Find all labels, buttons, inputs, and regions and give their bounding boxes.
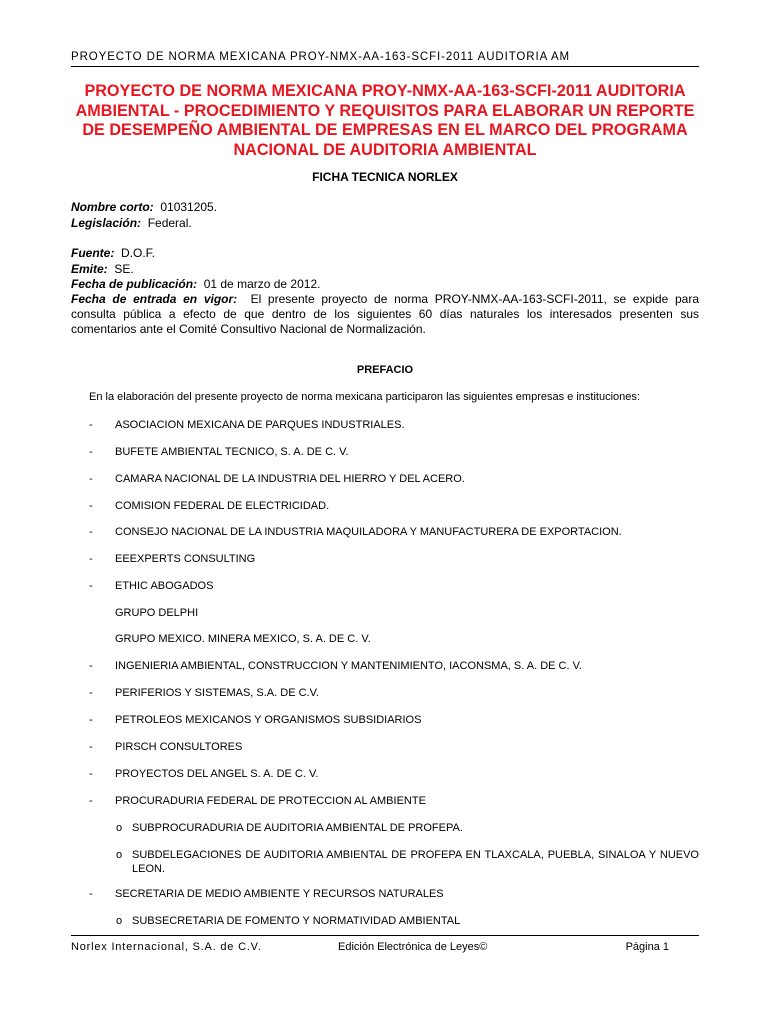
fecha-vigor-row	[71, 292, 699, 337]
legislacion-row	[71, 216, 699, 231]
list-dash: -	[89, 741, 93, 753]
fuente-row	[71, 246, 699, 261]
list-item-text: BUFETE AMBIENTAL TECNICO, S. A. DE C. V.	[115, 446, 349, 458]
list-dash: -	[89, 714, 93, 726]
list-item-text: PETROLEOS MEXICANOS Y ORGANISMOS SUBSIDIARIOS	[115, 714, 422, 726]
fecha-vigor-value: El presente proyecto de norma PROY-NMX-AA-163-SCFI-2011, se expide para consulta pública a efecto de que dentro de los siguientes 60 días naturales los interesados presenten sus comentarios ante el Comité Consultivo Nacional de Normalización.	[71, 292, 699, 336]
list-dash: -	[89, 768, 93, 780]
list-dash: -	[89, 888, 93, 900]
list-dash: -	[89, 553, 93, 565]
list-bullet: o	[116, 849, 123, 861]
fecha-vigor-label: Fecha de entrada en vigor:	[71, 292, 238, 306]
footer-publisher: Norlex Internacional, S.A. de C.V.	[71, 941, 262, 953]
fuente-value: D.O.F.	[121, 246, 156, 260]
fecha-publicacion-row	[71, 277, 699, 292]
list-item-text: CONSEJO NACIONAL DE LA INDUSTRIA MAQUILADORA Y MANUFACTURERA DE EXPORTACION.	[115, 526, 622, 538]
list-item-text: GRUPO DELPHI	[115, 607, 199, 619]
list-dash: -	[89, 446, 93, 458]
list-dash: -	[89, 526, 93, 538]
page-footer	[71, 935, 699, 953]
list-dash: -	[89, 473, 93, 485]
list-item-text: COMISION FEDERAL DE ELECTRICIDAD.	[115, 500, 330, 512]
list-item-text: GRUPO MEXICO. MINERA MEXICO, S. A. DE C. V.	[115, 633, 371, 645]
fecha-publicacion-value: 01 de marzo de 2012.	[203, 277, 321, 291]
list-bullet: o	[116, 822, 123, 834]
prefacio-heading: PREFACIO	[356, 364, 414, 376]
emite-value: SE.	[114, 262, 134, 276]
ficha-tecnica-heading: FICHA TECNICA NORLEX	[312, 170, 458, 184]
list-item-text: PROYECTOS DEL ANGEL S. A. DE C. V.	[115, 768, 319, 780]
legislacion-label: Legislación:	[71, 216, 142, 230]
footer-page-number: Página 1	[625, 941, 669, 953]
list-item-text: PIRSCH CONSULTORES	[115, 741, 243, 753]
sub-list-item-text: SUBSECRETARIA DE FOMENTO Y NORMATIVIDAD AMBIENTAL	[132, 915, 461, 927]
list-item-text: PROCURADURIA FEDERAL DE PROTECCION AL AMBIENTE	[115, 795, 426, 807]
list-dash: -	[89, 500, 93, 512]
running-header: PROYECTO DE NORMA MEXICANA PROY-NMX-AA-163-SCFI-2011 AUDITORIA AM	[71, 51, 699, 67]
nombre-corto-label: Nombre corto:	[71, 200, 154, 214]
list-item-text: ASOCIACION MEXICANA DE PARQUES INDUSTRIALES.	[115, 419, 405, 431]
nombre-corto-value: 01031205.	[160, 200, 218, 214]
list-dash: -	[89, 419, 93, 431]
legislacion-value: Federal.	[147, 216, 192, 230]
list-item-text: CAMARA NACIONAL DE LA INDUSTRIA DEL HIERRO Y DEL ACERO.	[115, 473, 465, 485]
list-item-text: EEEXPERTS CONSULTING	[115, 553, 256, 565]
list-item-text: INGENIERIA AMBIENTAL, CONSTRUCCION Y MANTENIMIENTO, IACONSMA, S. A. DE C. V.	[115, 660, 582, 672]
prefacio-intro: En la elaboración del presente proyecto de norma mexicana participaron las siguientes empresas e instituciones:	[89, 391, 640, 403]
list-item-text: SECRETARIA DE MEDIO AMBIENTE Y RECURSOS NATURALES	[115, 888, 444, 900]
emite-label: Emite:	[71, 262, 108, 276]
emite-row	[71, 262, 699, 277]
fecha-publicacion-label: Fecha de publicación:	[71, 277, 198, 291]
list-bullet: o	[116, 915, 123, 927]
list-dash: -	[89, 580, 93, 592]
list-item-text: PERIFERIOS Y SISTEMAS, S.A. DE C.V.	[115, 687, 319, 699]
footer-edition: Edición Electrónica de Leyes©	[338, 941, 488, 953]
list-dash: -	[89, 795, 93, 807]
list-item-text: ETHIC ABOGADOS	[115, 580, 214, 592]
sub-list-item-text: SUBPROCURADURIA DE AUDITORIA AMBIENTAL DE PROFEPA.	[132, 822, 463, 834]
sub-list-item-text: SUBDELEGACIONES DE AUDITORIA AMBIENTAL DE PROFEPA EN TLAXCALA, PUEBLA, SINALOA Y NUEVO LEON.	[132, 849, 699, 875]
nombre-corto-row	[71, 200, 699, 215]
document-title: PROYECTO DE NORMA MEXICANA PROY-NMX-AA-163-SCFI-2011 AUDITORIA AMBIENTAL - PROCEDIMIENTO Y REQUISITOS PARA ELABORAR UN REPORTE DE DESEMPEÑO AMBIENTAL DE EMPRESAS EN EL MARCO DEL PROGRAMA NACIONAL DE AUDITORIA AMBIENTAL	[75, 82, 695, 159]
list-dash: -	[89, 687, 93, 699]
fuente-label: Fuente:	[71, 246, 115, 260]
list-dash: -	[89, 660, 93, 672]
